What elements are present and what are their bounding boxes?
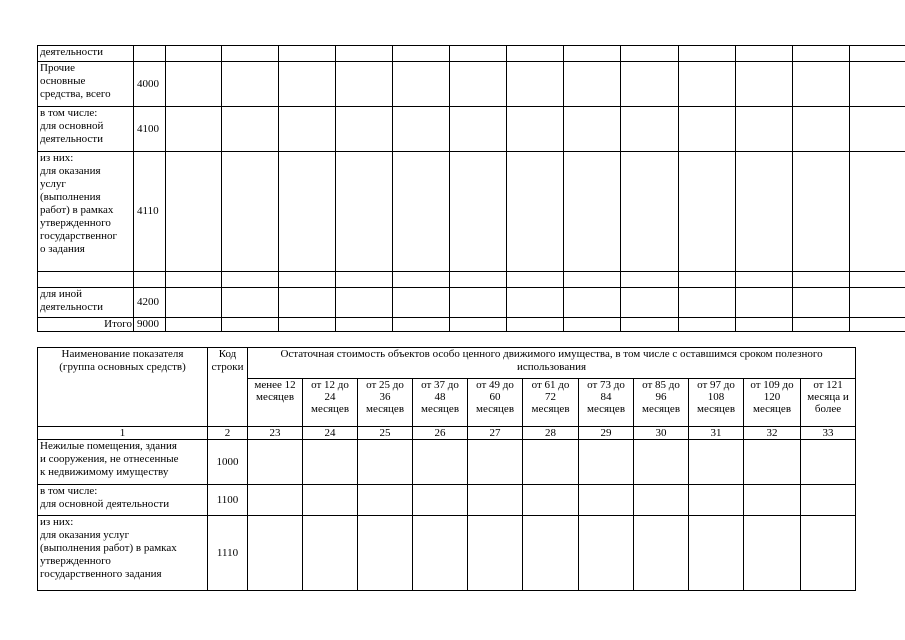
value-cell[interactable] xyxy=(850,107,905,152)
row-code: 1110 xyxy=(208,516,248,591)
value-cell[interactable] xyxy=(689,516,744,591)
value-cell[interactable] xyxy=(679,62,736,107)
value-cell[interactable] xyxy=(679,46,736,62)
value-cell[interactable] xyxy=(336,107,393,152)
value-cell[interactable] xyxy=(564,272,621,288)
value-cell[interactable] xyxy=(450,318,507,332)
value-cell[interactable] xyxy=(736,288,793,318)
value-cell[interactable] xyxy=(166,288,222,318)
value-cell[interactable] xyxy=(736,272,793,288)
value-cell[interactable] xyxy=(279,107,336,152)
value-cell[interactable] xyxy=(564,152,621,272)
value-cell[interactable] xyxy=(850,62,905,107)
value-cell[interactable] xyxy=(336,152,393,272)
column-number: 2 xyxy=(208,427,248,440)
row-code: 4100 xyxy=(134,107,166,152)
row-name: для иной деятельности xyxy=(38,288,134,318)
value-cell[interactable] xyxy=(450,272,507,288)
column-number: 25 xyxy=(358,427,413,440)
value-cell[interactable] xyxy=(679,272,736,288)
value-cell[interactable] xyxy=(222,288,279,318)
bottom-form-table xyxy=(37,347,856,591)
value-cell[interactable] xyxy=(358,485,413,516)
table-row xyxy=(38,272,905,288)
row-code xyxy=(134,272,166,288)
period-header: от 49 до 60 месяцев xyxy=(468,379,523,427)
value-cell[interactable] xyxy=(468,440,523,485)
row-code: 1100 xyxy=(208,485,248,516)
value-cell[interactable] xyxy=(507,152,564,272)
value-cell[interactable] xyxy=(801,516,856,591)
row-name: в том числе: для основной деятельности xyxy=(38,485,208,516)
value-cell[interactable] xyxy=(393,152,450,272)
value-cell[interactable] xyxy=(279,62,336,107)
value-cell[interactable] xyxy=(450,288,507,318)
row-code: 4200 xyxy=(134,288,166,318)
value-cell[interactable] xyxy=(303,516,358,591)
value-cell[interactable] xyxy=(507,46,564,62)
value-cell[interactable] xyxy=(279,288,336,318)
value-cell[interactable] xyxy=(248,485,303,516)
row-name: Нежилые помещения, здания и сооружения, не отнесенные к недвижимому имуществу xyxy=(38,440,208,485)
value-cell[interactable] xyxy=(736,62,793,107)
value-cell[interactable] xyxy=(507,288,564,318)
value-cell[interactable] xyxy=(166,46,222,62)
total-label: Итого xyxy=(38,318,134,332)
value-cell[interactable] xyxy=(621,288,679,318)
value-cell[interactable] xyxy=(621,46,679,62)
value-cell[interactable] xyxy=(450,107,507,152)
value-cell[interactable] xyxy=(634,440,689,485)
value-cell[interactable] xyxy=(393,46,450,62)
column-number: 31 xyxy=(689,427,744,440)
value-cell[interactable] xyxy=(736,46,793,62)
value-cell[interactable] xyxy=(166,272,222,288)
value-cell[interactable] xyxy=(621,152,679,272)
value-cell[interactable] xyxy=(279,152,336,272)
value-cell[interactable] xyxy=(621,62,679,107)
value-cell[interactable] xyxy=(744,440,801,485)
value-cell[interactable] xyxy=(564,62,621,107)
table-row xyxy=(38,62,905,107)
value-cell[interactable] xyxy=(303,485,358,516)
value-cell[interactable] xyxy=(621,272,679,288)
column-number-row xyxy=(38,427,856,440)
value-cell[interactable] xyxy=(523,516,579,591)
row-name: деятельности xyxy=(38,46,134,62)
value-cell[interactable] xyxy=(166,318,222,332)
column-number: 28 xyxy=(523,427,579,440)
value-cell[interactable] xyxy=(679,318,736,332)
value-cell[interactable] xyxy=(336,46,393,62)
value-cell[interactable] xyxy=(523,440,579,485)
value-cell[interactable] xyxy=(393,288,450,318)
value-cell[interactable] xyxy=(793,152,850,272)
value-cell[interactable] xyxy=(358,440,413,485)
value-cell[interactable] xyxy=(689,485,744,516)
period-header: от 121 месяца и более xyxy=(801,379,856,427)
header-indicator-name: Наименование показателя (группа основных средств) xyxy=(38,348,208,427)
value-cell[interactable] xyxy=(279,272,336,288)
value-cell[interactable] xyxy=(393,107,450,152)
value-cell[interactable] xyxy=(166,107,222,152)
table-row xyxy=(38,318,905,332)
value-cell[interactable] xyxy=(222,152,279,272)
value-cell[interactable] xyxy=(413,516,468,591)
value-cell[interactable] xyxy=(507,62,564,107)
value-cell[interactable] xyxy=(166,152,222,272)
value-cell[interactable] xyxy=(468,516,523,591)
column-number: 1 xyxy=(38,427,208,440)
row-code: 9000 xyxy=(134,318,166,332)
period-header: от 85 до 96 месяцев xyxy=(634,379,689,427)
value-cell[interactable] xyxy=(850,46,905,62)
row-code: 4110 xyxy=(134,152,166,272)
value-cell[interactable] xyxy=(468,485,523,516)
table-row xyxy=(38,107,905,152)
row-name: из них: для оказания услуг (выполнения работ) в рамках утвержденного государственног о задания xyxy=(38,152,134,272)
header-row xyxy=(38,348,856,379)
value-cell[interactable] xyxy=(850,318,905,332)
value-cell[interactable] xyxy=(579,440,634,485)
value-cell[interactable] xyxy=(393,62,450,107)
value-cell[interactable] xyxy=(336,272,393,288)
column-number: 33 xyxy=(801,427,856,440)
table-row xyxy=(38,46,905,62)
value-cell[interactable] xyxy=(736,318,793,332)
column-number: 30 xyxy=(634,427,689,440)
value-cell[interactable] xyxy=(621,318,679,332)
period-header: от 12 до 24 месяцев xyxy=(303,379,358,427)
value-cell[interactable] xyxy=(507,107,564,152)
value-cell[interactable] xyxy=(336,62,393,107)
period-header: от 61 до 72 месяцев xyxy=(523,379,579,427)
column-number: 27 xyxy=(468,427,523,440)
value-cell[interactable] xyxy=(222,62,279,107)
value-cell[interactable] xyxy=(793,288,850,318)
value-cell[interactable] xyxy=(736,107,793,152)
value-cell[interactable] xyxy=(679,107,736,152)
value-cell[interactable] xyxy=(507,272,564,288)
row-name xyxy=(38,272,134,288)
value-cell[interactable] xyxy=(850,152,905,272)
value-cell[interactable] xyxy=(279,318,336,332)
table-row xyxy=(38,516,856,591)
value-cell[interactable] xyxy=(450,62,507,107)
value-cell[interactable] xyxy=(564,46,621,62)
value-cell[interactable] xyxy=(222,318,279,332)
period-header: от 109 до 120 месяцев xyxy=(744,379,801,427)
value-cell[interactable] xyxy=(634,485,689,516)
value-cell[interactable] xyxy=(793,272,850,288)
value-cell[interactable] xyxy=(523,485,579,516)
row-name: Прочие основные средства, всего xyxy=(38,62,134,107)
value-cell[interactable] xyxy=(744,516,801,591)
value-cell[interactable] xyxy=(222,46,279,62)
value-cell[interactable] xyxy=(689,440,744,485)
value-cell[interactable] xyxy=(793,318,850,332)
header-row-code: Код строки xyxy=(208,348,248,427)
top-form-table xyxy=(37,45,905,332)
row-code: 4000 xyxy=(134,62,166,107)
value-cell[interactable] xyxy=(358,516,413,591)
value-cell[interactable] xyxy=(744,485,801,516)
column-number: 24 xyxy=(303,427,358,440)
value-cell[interactable] xyxy=(222,272,279,288)
value-cell[interactable] xyxy=(336,288,393,318)
column-number: 29 xyxy=(579,427,634,440)
value-cell[interactable] xyxy=(507,318,564,332)
value-cell[interactable] xyxy=(579,516,634,591)
column-number: 32 xyxy=(744,427,801,440)
value-cell[interactable] xyxy=(793,46,850,62)
value-cell[interactable] xyxy=(248,440,303,485)
value-cell[interactable] xyxy=(564,318,621,332)
column-number: 23 xyxy=(248,427,303,440)
value-cell[interactable] xyxy=(850,288,905,318)
period-header: менее 12 месяцев xyxy=(248,379,303,427)
value-cell[interactable] xyxy=(279,46,336,62)
row-code xyxy=(134,46,166,62)
row-name: в том числе: для основной деятельности xyxy=(38,107,134,152)
value-cell[interactable] xyxy=(413,485,468,516)
value-cell[interactable] xyxy=(564,107,621,152)
value-cell[interactable] xyxy=(679,152,736,272)
value-cell[interactable] xyxy=(166,62,222,107)
value-cell[interactable] xyxy=(793,107,850,152)
period-header: от 73 до 84 месяцев xyxy=(579,379,634,427)
value-cell[interactable] xyxy=(336,318,393,332)
period-header: от 97 до 108 месяцев xyxy=(689,379,744,427)
value-cell[interactable] xyxy=(679,288,736,318)
table-row xyxy=(38,152,905,272)
value-cell[interactable] xyxy=(393,318,450,332)
value-cell[interactable] xyxy=(564,288,621,318)
value-cell[interactable] xyxy=(736,152,793,272)
value-cell[interactable] xyxy=(222,107,279,152)
period-header: от 25 до 36 месяцев xyxy=(358,379,413,427)
table-row xyxy=(38,288,905,318)
row-code: 1000 xyxy=(208,440,248,485)
value-cell[interactable] xyxy=(801,485,856,516)
value-cell[interactable] xyxy=(801,440,856,485)
value-cell[interactable] xyxy=(450,152,507,272)
table-row xyxy=(38,440,856,485)
value-cell[interactable] xyxy=(793,62,850,107)
column-number: 26 xyxy=(413,427,468,440)
value-cell[interactable] xyxy=(850,272,905,288)
value-cell[interactable] xyxy=(303,440,358,485)
value-cell[interactable] xyxy=(393,272,450,288)
header-residual-value-group: Остаточная стоимость объектов особо ценного движимого имущества, в том числе с оставшимся сроком полезного использования xyxy=(248,348,856,379)
value-cell[interactable] xyxy=(579,485,634,516)
value-cell[interactable] xyxy=(248,516,303,591)
value-cell[interactable] xyxy=(413,440,468,485)
table-row xyxy=(38,485,856,516)
value-cell[interactable] xyxy=(634,516,689,591)
value-cell[interactable] xyxy=(450,46,507,62)
row-name: из них: для оказания услуг (выполнения работ) в рамках утвержденного государственного задания xyxy=(38,516,208,591)
value-cell[interactable] xyxy=(621,107,679,152)
period-header: от 37 до 48 месяцев xyxy=(413,379,468,427)
